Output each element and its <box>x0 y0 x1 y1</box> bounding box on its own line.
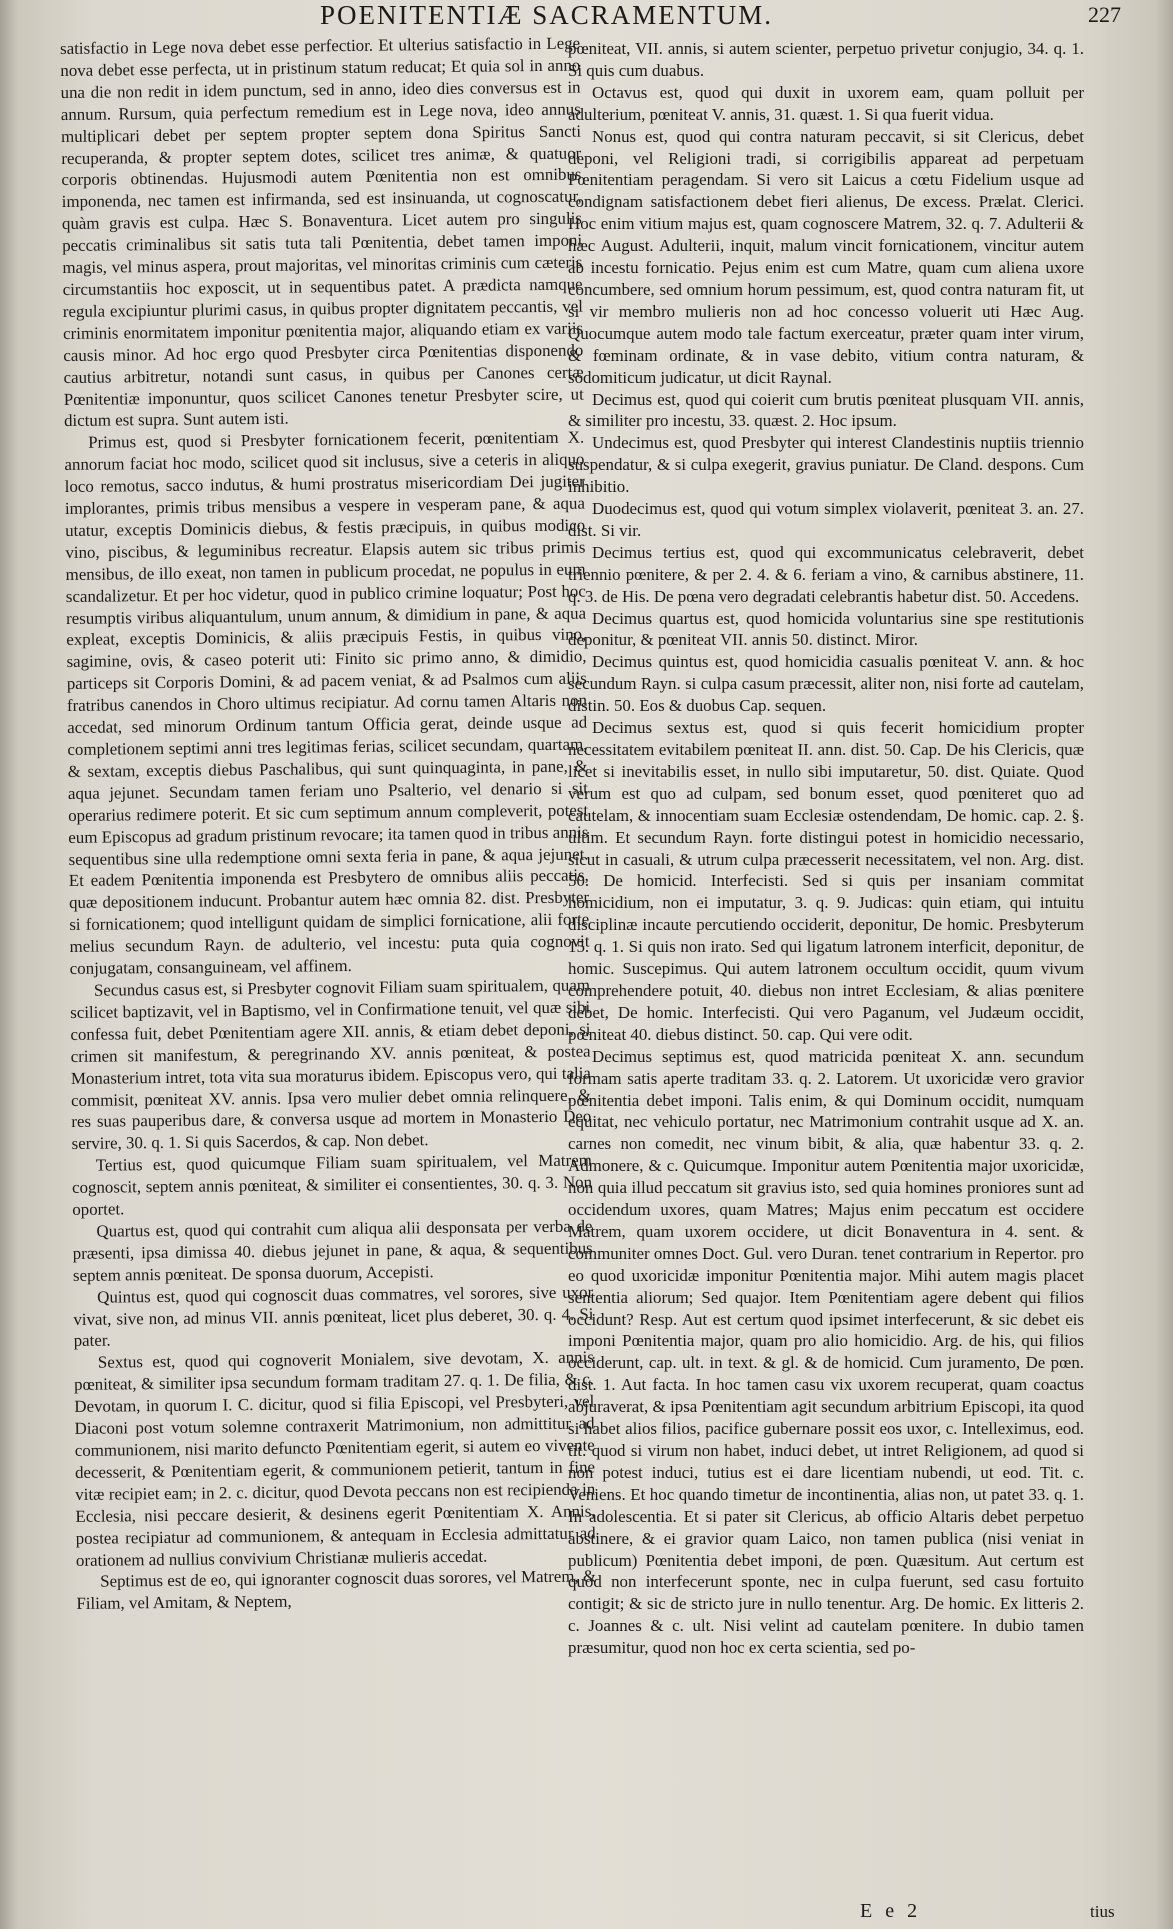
paragraph: Decimus sextus est, quod si quis fecerit homicidium propter necessitatem evitabilem pœniteat II. ann. dist. 50. Cap. De his Clericis, quæ licet si inevitabilis esset, in nullo sibi imputaretur, 50. dist. Quiate. Quod verum est quo ad culpam, sed bonum esset, quod pœniteret quo ad cautelam, & innocentiam suam Ecclesiæ ostendendam, De homic. cap. 2. §. ultim. Et secundum Rayn. forte distingui potest in homicidio necessario, sicut in casuali, & utrum culpa præcesserit necessitatem, vel non. Arg. dist. 50. De homicid. Interfecisti. Sed si quis per insaniam commitat homicidium, non ei imputatur, 3. q. 9. Judicas: quin etiam, qui intuitu disciplinæ incaute percutiendo occiderit, deponitur, De homic. Presbyterum 15. q. 1. Si quis non irato. Sed qui ligatum latronem interficit, deponitur, de homic. Suscepimus. Qui autem latronem occultum occidit, quum vivum comprehendere potuit, 40. diebus non intret Ecclesiam, & alias pœnitere debet, De homic. Interfecisti. Qui vero Paganum, vel Judæum occidit, pœniteat 40. diebus distinct. 50. cap. Qui vere odit. <box>568 718 1084 1044</box>
page-edge-shadow-right <box>1155 0 1173 1929</box>
page-header <box>0 0 1173 30</box>
paragraph: Decimus est, quod qui coierit cum brutis pœniteat plusquam VII. annis, & similiter pro incestu, 33. quæst. 2. Hoc ipsum. <box>568 389 1084 431</box>
page-edge-shadow-left <box>0 0 18 1929</box>
paragraph: pœniteat, VII. annis, si autem scienter, perpetuo privetur conjugio, 34. q. 1. Si quis cum duabus. <box>568 39 1084 80</box>
paragraph: Quartus est, quod qui contrahit cum aliqua alii desponsata per verba de præsenti, ipsa dimissa 40. diebus jejunet in pane, & aqua, & sequentibus septem annis pœniteat. De sponsa duorum, Accepisti. <box>72 1216 593 1285</box>
paragraph: Septimus est de eo, qui ignoranter cognoscit duas sorores, vel Matrem, & Filiam, vel Amitam, & Neptem, <box>76 1566 597 1614</box>
paragraph: satisfactio in Lege nova debet esse perfectior. Et ulterius satisfactio in Lege nova debet esse perfecta, ut in pristinum statum reducat; Et quia sol in anno una die non redit in idem punctum, sed in anno, ideo dies conversus est in annum. Rursum, quia perfectum remedium est in Lege nova, ideo annus multiplicari debet per septem propter septem dona Spiritus Sancti recuperanda, & propter septem dotes, scilicet tres animæ, & quatuor corporis obtinendas. Hujusmodi autem Pœnitentia non est omnibus imponenda, nec tamen est infirmanda, sed est insinuanda, ut cognoscatur, quàm gravis est culpa. Hæc S. Bonaventura. Licet autem pro singulis peccatis criminalibus sit satis tuta tali Pœnitentia, debet tamen imponi magis, vel minus aspera, prout majoritas, vel minoritas criminis cum cæteris circumstantiis hoc exposcit, ut in sequentibus patet. A prædicta namque regula excipiuntur plurimi casus, in quibus propter dignitatem peccantis, vel criminis enormitatem imponitur pœnitentia major, aliquando etiam ex variis causis minor. Ad hoc ergo quod Presbyter circa Pœnitentias disponendo cautius arbitretur, notandi sunt casus, in quibus per Canones certæ Pœnitentiæ imponuntur, quos scilicet Canones tenetur Presbyter scire, ut dictum est supra. Sunt autem isti. <box>60 33 584 431</box>
text-column-right <box>568 38 1084 1659</box>
paragraph: Decimus tertius est, quod qui excommunicatus celebraverit, debet triennio pœnitere, & per 2. 4. & 6. feriam a vino, & carnibus abstinere, 11. q. 3. de His. De pœna vero degradati celebrantis habetur dist. 50. Accedens. <box>568 542 1084 606</box>
signature-mark: E e 2 <box>860 1900 922 1922</box>
page-footer <box>0 1900 1173 1926</box>
paragraph: Decimus quintus est, quod homicidia casualis pœniteat V. ann. & hoc secundum Rayn. si culpa casum præcessit, aliter non, nisi forte ad cautelam, distin. 50. Eos & duobus Cap. sequen. <box>568 652 1084 716</box>
paragraph: Secundus casus est, si Presbyter cognovit Filiam suam spiritualem, quam scilicet baptizavit, vel in Baptismo, vel in Confirmatione tenuit, vel quæ sibi confessa fuit, debet Pœnitentiam agere XII. annis, & etiam debet deponi, si crimen sit manifestum, & peregrinando XV. annis pœniteat, & postea Monasterium intret, tota vita sua moraturus ibidem. Episcopus vero, qui talia commisit, pœniteat XV. annis. Ipsa vero mulier debet omnia relinquere, & res suas pauperibus dare, & conversa usque ad mortem in Monasterio Deo servire, 30. q. 1. Si quis Sacerdos, & cap. Non debet. <box>70 975 592 1154</box>
paragraph: Primus est, quod si Presbyter fornicationem fecerit, pœnitentiam X. annorum faciat hoc modo, scilicet quod sit inclusus, sive a ceteris in aliquo loco remotus, sacco indutus, & humi prostratus misericordiam Dei jugiter implorantes, primis tribus mensibus a vespere in vesperam pane, & aqua utatur, exceptis Dominicis diebus, & festis præcipuis, in quibus modico vino, piscibus, & leguminibus recreatur. Elapsis autem sic tribus primis mensibus, de illo exeat, non tamen in publicum procedat, ne populus in eum scandalizetur. Et per hoc videtur, quod in publico crimine loquatur; Post hoc resumptis viribus aliquantulum, unum annum, & dimidium in pane, & aqua expleat, exceptis Dominicis, & aliis præcipuis Festis, in quibus vino, sagimine, ovis, & caseo poterit uti: Finito sic primo anno, & dimidio, particeps sit Corporis Domini, & ad pacem veniat, & ad Psalmos cum aliis fratribus canendos in Choro ultimus recipiatur. Ad cornu tamen Altaris non accedat, sed minorum Ordinum tantum Officia gerat, deinde usque ad completionem septimi anni tres legitimas ferias, scilicet secundam, quartam, & sextam, exceptis diebus Paschalibus, qui sunt quinquaginta, in pane, & aqua jejunet. Secundam tamen feriam uno Psalterio, vel denario si sit operarius redimere poterit. Et sic cum septimum annum compleverit, potest eum Episcopus ad gradum pristinum revocare; ita tamen quod in tribus annis sequentibus sine ulla redemptione omni sexta feria in pane, & aqua jejunet. Et eadem Pœnitentia imponenda est Presbytero de omnibus aliis peccatis, quæ depositionem inducunt. Probantur autem hæc omnia 82. dist. Presbyter si fornicationem; quod intelligunt quidam de simplici fornicatione, alii forte melius secundum Rayn. de adulterio, vel incestu: puta quia cognovit conjugatam, consanguineam, vel affinem. <box>64 427 590 979</box>
paragraph: Tertius est, quod quicumque Filiam suam spiritualem, vel Matrem cognoscit, septem annis pœniteat, & similiter ei consentientes, 30. q. 3. Non oportet. <box>71 1150 593 1219</box>
paragraph: Decimus septimus est, quod matricida pœniteat X. ann. secundum formam satis aperte traditam 33. q. 2. Latorem. Ut uxoricidæ vero gravior pœnitentia debet imponi. Talis enim, & qui Dominum occidit, numquam equitat, nec vehiculo portatur, nec Matrimonium contrahit usque ad X. an. carnes non comedit, nec vinum bibit, & alia, quæ habentur 33. q. 2. Admonere, & c. Quicumque. Imponitur autem Pœnitentia major uxoricidæ, non quia illud peccatum sit gravius isto, sed quia homines proniores sunt ad occidendum uxores, quam Matres; Majus enim peccatum est occidere Matrem, quam uxorem occidere, ut dicit Bonaventura in 4. sent. & communiter omnes Doct. Gul. vero Duran. tenet contrarium in Repertor. pro eo quod uxoricidæ imponitur Pœnitentia major. Mihi autem magis placet sententia aliorum; Sed quajor. Item Pœnitentiam agere debent qui filios occidunt? Resp. Aut est certum quod ipsimet interfecerunt, & sic debet eis imponi Pœnitentia major, quam pro alio homicidio. Arg. de his, qui filios occiderunt, cap. ult. in text. & gl. & de homicid. Cum juramento, De pœn. dist. 1. Aut facta. In hoc tamen casu vix uxorem recuperat, quam coactus abjuraverat, & ipsa Pœnitentiam agit secundum arbitrium Episcopi, ita quod si habet alios filios, pacifice gubernare possit eos uxor, c. Intelleximus, eod. tit. quod si virum non habet, induci debet, ut intret Religionem, ad quod si non potest induci, tutius est ei dare licentiam nubendi, ut eod. Tit. c. Veniens. Et hoc quando timetur de incontinentia, alias non, ut patet 33. q. 1. In adolescentia. Et si pater sit Clericus, ab officio Altaris debet perpetuo abstinere, & ei gravior quam Laico, non tamen publica (nisi veniat in publicum) Pœnitentia debet imponi, de pœn. Quæsitum. Aut certum est quod non interfecerunt sponte, nec in culpa fuerunt, sed casu fortuito contigit; & sic de stricto jure in nullo tenentur. Arg. De homic. Ex litteris 2. c. Joannes & c. ult. Nisi velint ad cautelam pœnitere. In dubio tamen præsumitur, quod non hoc ex certa scientia, sed po- <box>568 1046 1084 1658</box>
paragraph: Octavus est, quod qui duxit in uxorem eam, quam polluit per adulterium, pœniteat V. annis, 31. quæst. 1. Si qua fuerit vidua. <box>568 82 1084 124</box>
paragraph: Sextus est, quod qui cognoverit Monialem, sive devotam, X. annis pœniteat, & similiter ipsa secundum formam traditam 27. q. 1. De filia, & c. Devotam, in quorum I. C. dicitur, quod si filia Episcopi, vel Presbyteri, vel Diaconi post votum solemne contraxerit Matrimonium, non admittitur ad communionem, nisi marito defuncto Pœnitentiam egerit, si autem eo vivente decesserit, & Pœnitentiam egerit, & communionem petierit, tantum in fine vitæ recipiet eam; in 2. c. dicitur, quod Devota peccans non est recipienda in Ecclesia, nisi peccare desierit, & desinens egerit Pœnitentiam X. Annis, postea recipiatur ad communionem, & antequam in Ecclesia admittatur ad orationem ad nullius convivium Christianæ mulieris accedat. <box>74 1347 596 1570</box>
paragraph: Nonus est, quod qui contra naturam peccavit, si sit Clericus, debet deponi, vel Religioni tradi, si corrigibilis appareat ad perpetuam Pœnitentiam peragendam. Si vero sit Laicus a cœtu Fidelium usque ad condignam satisfactionem debet fieri alienus, De excess. Prælat. Clerici. Hoc enim vitium majus est, quam cognoscere Matrem, 32. q. 7. Adulterii & hæc August. Adulterii, inquit, malum vincit fornicationem, vincitur autem ab incestu fornicatio. Pejus enim est cum Matre, quam cum aliena uxore concumbere, sed omnium horum pessimum, est, quod contra naturam fit, ut si vir membro mulieris non ad hoc concesso voluerit uti Hæc Aug. Quocumque autem modo tale factum exerceatur, præter quam inter virum, & fœminam ordinate, & in vase debito, vitium contra naturam, & sodomiticum judicatur, ut dicit Raynal. <box>568 126 1084 387</box>
paragraph: Decimus quartus est, quod homicida voluntarius sine spe restitutionis deponitur, & pœniteat VII. annis 50. distinct. Miror. <box>568 608 1084 650</box>
paragraph: Duodecimus est, quod qui votum simplex violaverit, pœniteat 3. an. 27. dist. Si vir. <box>568 499 1084 540</box>
paragraph: Undecimus est, quod Presbyter qui interest Clandestinis nuptiis triennio suspendatur, & si culpa exegerit, gravius puniatur. De Cland. despons. Cum inhibitio. <box>568 433 1084 497</box>
catchword: tius <box>1090 1902 1115 1921</box>
running-title: POENITENTIÆ SACRAMENTUM. <box>320 0 773 30</box>
page-number: 227 <box>1088 2 1121 27</box>
paragraph: Quintus est, quod qui cognoscit duas commatres, vel sorores, sive uxor vivat, sive non, ad minus VII. annis pœniteat, licet plus deberet, 30. q. 4. Si pater. <box>73 1282 594 1351</box>
text-column-left <box>60 33 596 1616</box>
